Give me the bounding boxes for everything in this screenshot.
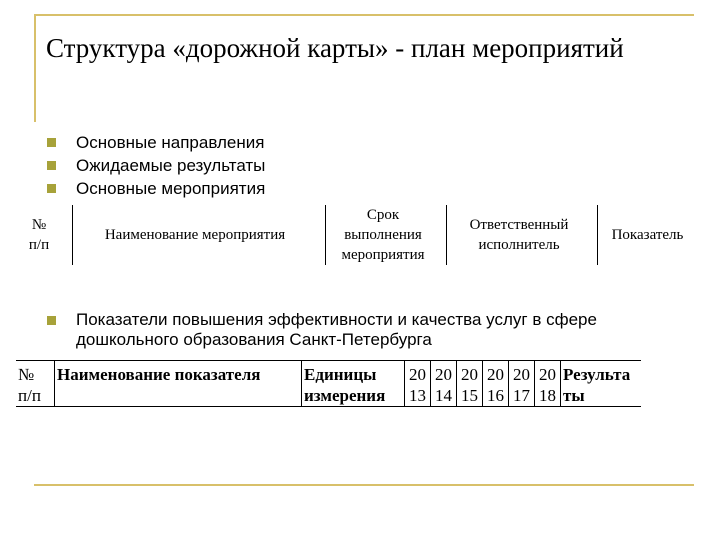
frame-left-line	[34, 14, 36, 122]
header-year-bottom: 16	[483, 385, 509, 407]
frame-bottom-line	[34, 484, 694, 486]
header-num: п/п	[16, 385, 55, 407]
frame-top-line	[34, 14, 694, 16]
header-year-top: 20	[457, 361, 483, 386]
column-divider	[60, 205, 73, 265]
header-num: №	[16, 361, 55, 386]
header-term: Срок выполнения мероприятия	[341, 207, 425, 263]
bullet-label: Основные направления	[76, 133, 265, 152]
header-indicator-name-cont	[55, 385, 302, 407]
indicators-table-header	[16, 360, 641, 407]
header-year-top: 20	[535, 361, 561, 386]
header-unit: измерения	[302, 385, 405, 407]
square-bullet-icon	[47, 161, 56, 170]
bullet-list	[46, 131, 265, 200]
bullet-item	[46, 131, 265, 154]
bullet-item	[46, 154, 265, 177]
square-bullet-icon	[47, 316, 56, 325]
header-year-bottom: 14	[431, 385, 457, 407]
square-bullet-icon	[47, 184, 56, 193]
header-responsible: Ответственный исполнитель	[469, 217, 569, 253]
header-indicator: Показатель	[611, 227, 684, 243]
header-year-top: 20	[483, 361, 509, 386]
header-year-bottom: 13	[405, 385, 431, 407]
header-result: ты	[561, 385, 642, 407]
header-year-top: 20	[405, 361, 431, 386]
header-result: Результа	[561, 361, 642, 386]
header-year-top: 20	[509, 361, 535, 386]
header-unit: Единицы	[302, 361, 405, 386]
slide-title: Структура «дорожной карты» - план мероприятий	[46, 33, 624, 63]
header-year-bottom: 18	[535, 385, 561, 407]
header-year-bottom: 17	[509, 385, 535, 407]
header-event-name: Наименование мероприятия	[104, 227, 286, 243]
header-num: № п/п	[28, 217, 50, 253]
bullet-item-indicators	[46, 310, 686, 350]
column-divider	[317, 205, 326, 265]
header-indicator-name: Наименование показателя	[55, 361, 302, 386]
bullet-label: Ожидаемые результаты	[76, 156, 266, 175]
bullet-label: Основные мероприятия	[76, 179, 266, 198]
bullet-item	[46, 177, 265, 200]
header-year-top: 20	[431, 361, 457, 386]
square-bullet-icon	[47, 138, 56, 147]
bullet-label: Показатели повышения эффективности и качества услуг в сфере дошкольного образования Санкт-Петербурга	[76, 310, 597, 349]
header-year-bottom: 15	[457, 385, 483, 407]
roadmap-plan-table-header	[18, 205, 697, 265]
